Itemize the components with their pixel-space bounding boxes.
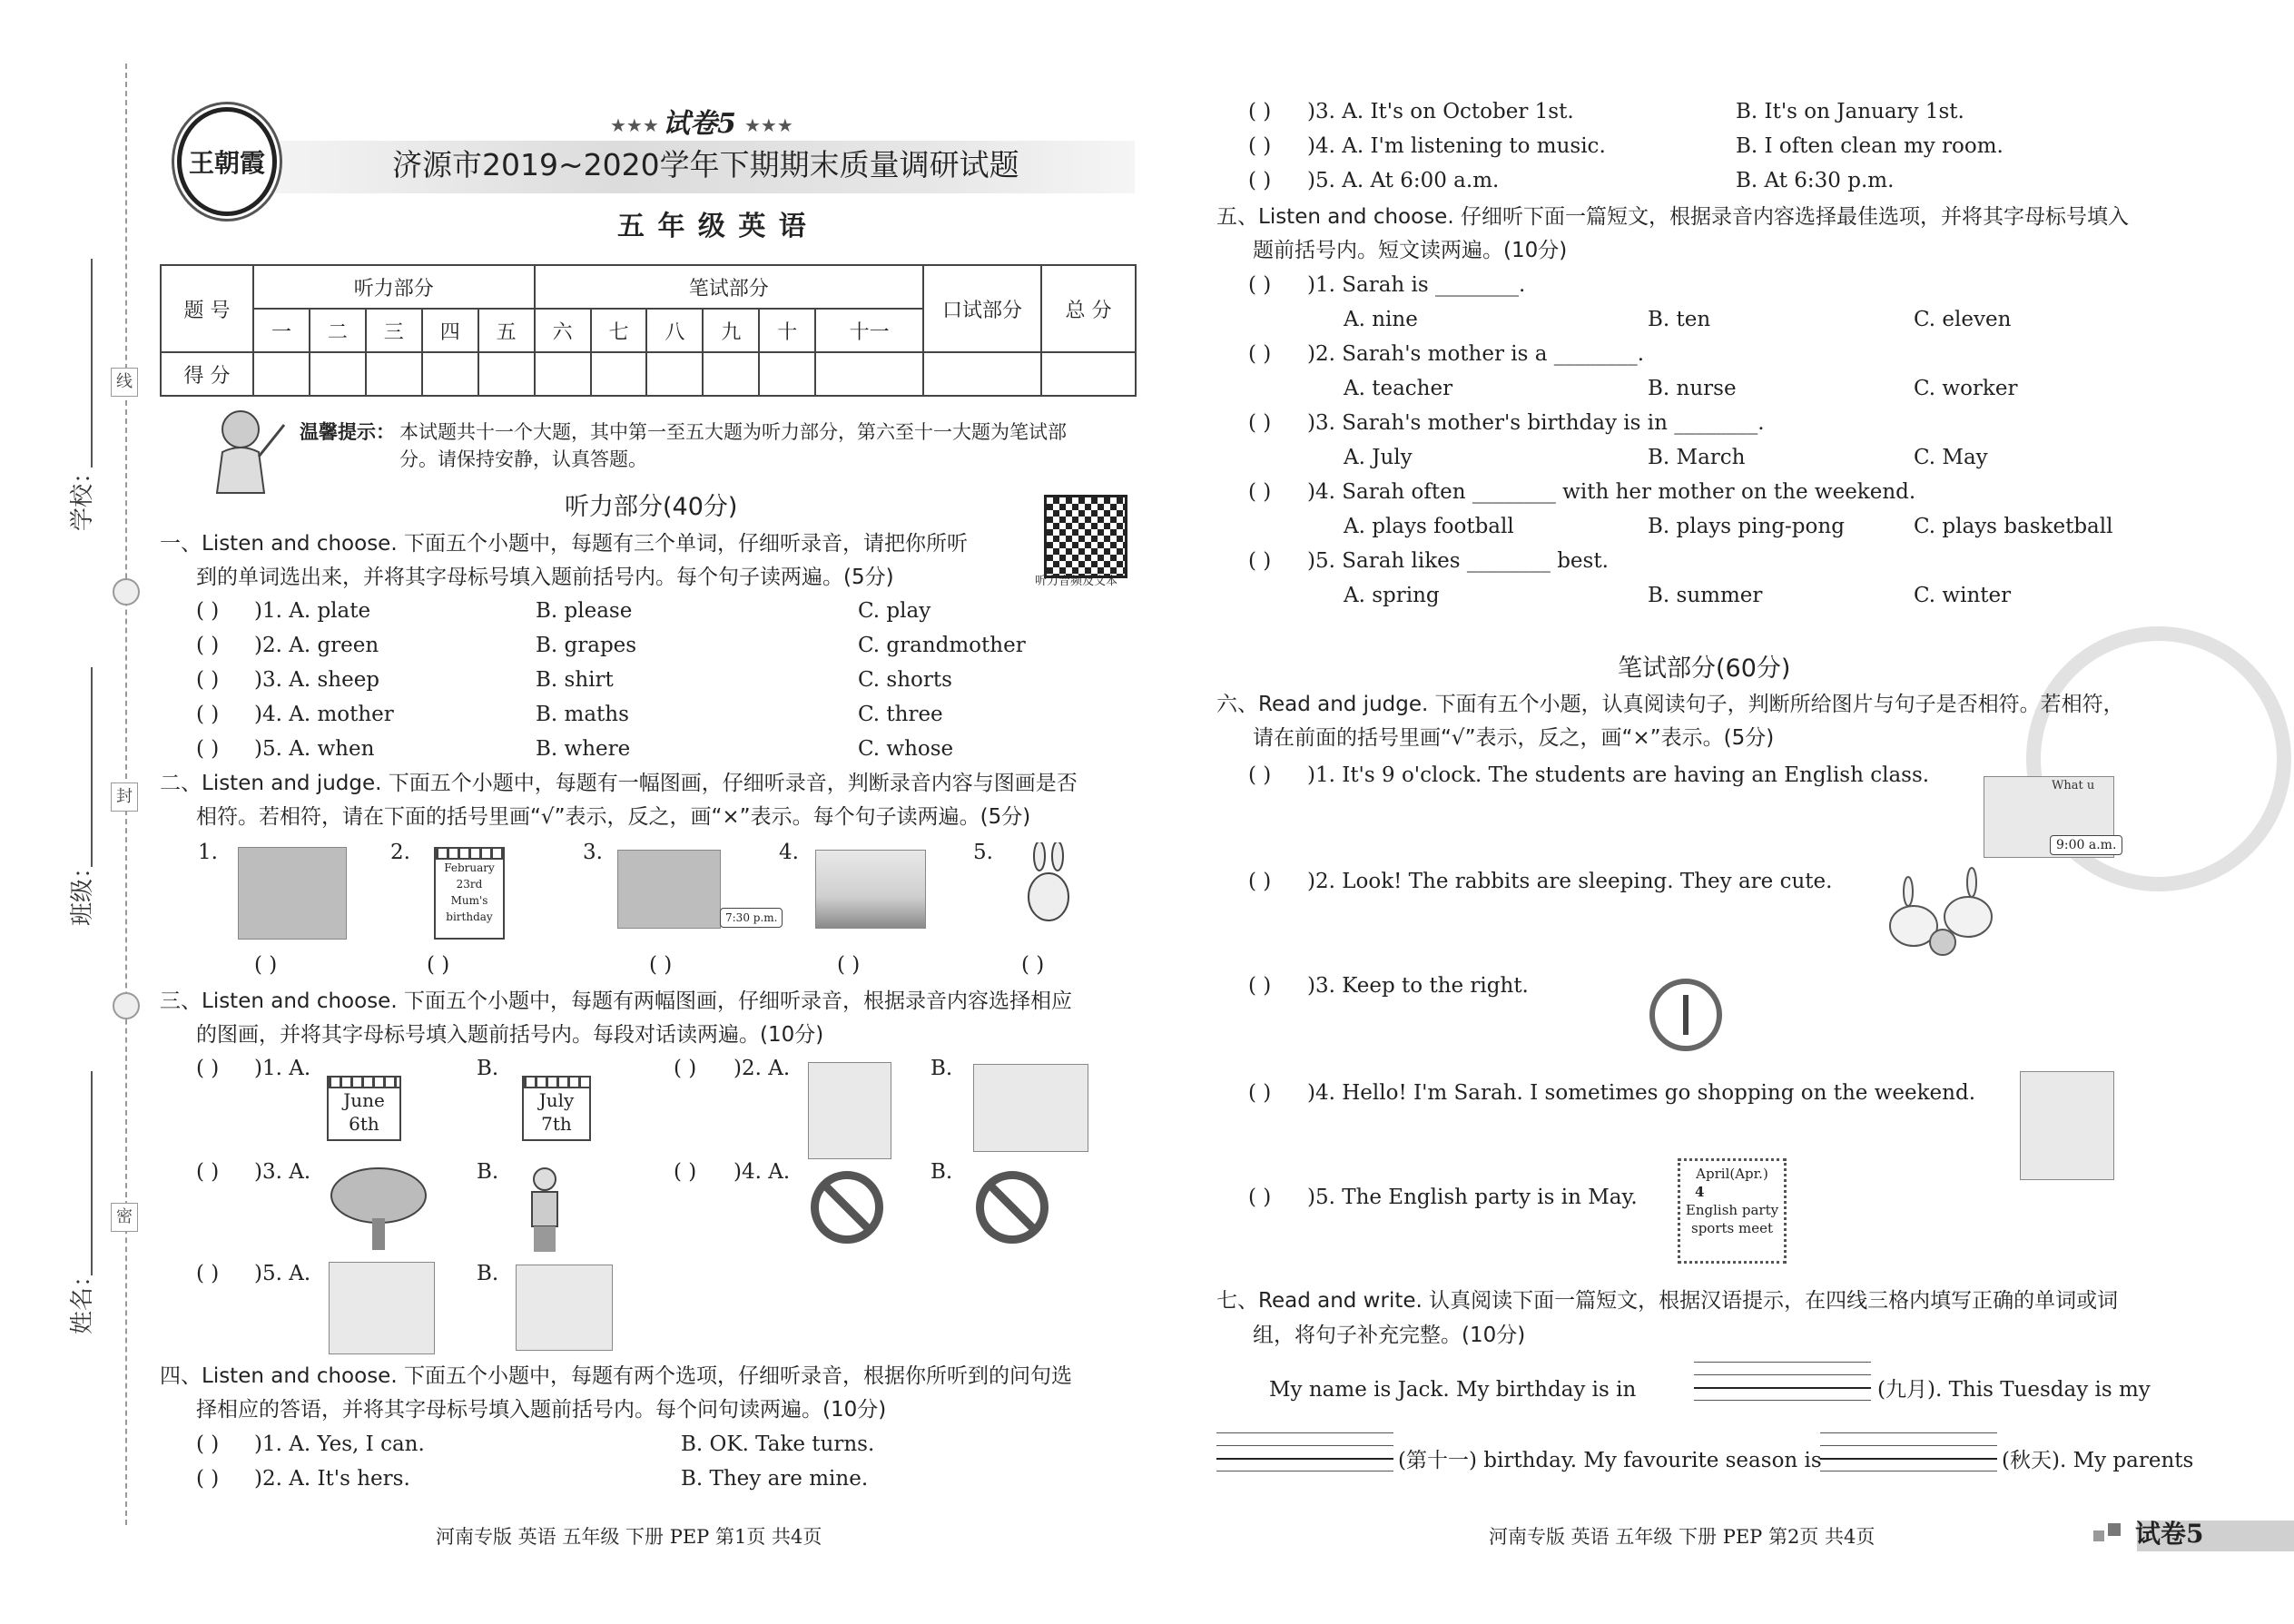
sec7-title-line1: 七、Read and write. 认真阅读下面一篇短文，根据汉语提示，在四线三格内填写正确的单词或词 (1216, 1289, 2119, 1313)
sec5-q5-a: A. spring (1344, 584, 1440, 607)
calendar-month: July (538, 1089, 575, 1111)
sec5-q4: )4. Sarah often ________ with her mother on the weekend. (1307, 480, 1916, 504)
sec2-num-5: 5. (973, 841, 993, 864)
sec4-q5-a: )5. A. At 6:00 a.m. (1307, 169, 1500, 192)
sec5-paren[interactable]: ( ) (1248, 273, 1272, 297)
sec3-q1: )1. A. (254, 1057, 311, 1080)
sec7-line1-hint: (九月). This Tuesday is my (1877, 1378, 2151, 1402)
sec1-q5-b: B. where (536, 737, 631, 761)
sec5-paren[interactable]: ( ) (1248, 411, 1272, 435)
header-stars-right: ★★★ (744, 114, 793, 136)
question-number: 五 (478, 309, 535, 352)
score-cell[interactable] (478, 352, 535, 396)
seal-char-secret: 密 (111, 1203, 138, 1232)
tip-label: 温馨提示： (300, 421, 395, 443)
sec5-q3-a: A. July (1344, 446, 1413, 469)
qr-caption: 听力音频及文本 (1035, 575, 1118, 588)
writing-heading: 笔试部分(60分) (1618, 655, 1791, 683)
sec5-q5: )5. Sarah likes ________ best. (1307, 549, 1609, 573)
sec4-q5-b: B. At 6:30 p.m. (1736, 169, 1895, 192)
picture-boy-standing (517, 1166, 572, 1255)
sec5-q3: )3. Sarah's mother's birthday is in ________. (1307, 411, 1765, 435)
binding-hole (113, 992, 140, 1019)
picture-rabbit (1012, 842, 1085, 929)
calendar-text: 23rd (456, 878, 483, 891)
qr-code-icon (1044, 495, 1127, 578)
keep-right-sign-icon (1649, 979, 1722, 1051)
picture-city-skyline (815, 850, 926, 929)
answer-blank-september[interactable] (1694, 1362, 1871, 1402)
name-write-line (91, 1071, 93, 1275)
sec6-title-line2: 请在前面的括号里画“√”表示，反之，画“×”表示。(5分) (1253, 726, 1775, 750)
footer-square (2093, 1530, 2104, 1541)
seal-char-seal: 封 (111, 782, 138, 812)
picture-girl-on-phone (617, 850, 721, 929)
question-number: 一 (253, 309, 310, 352)
score-cell[interactable] (1041, 352, 1136, 396)
sec1-q4-a: )4. A. mother (254, 703, 394, 726)
sec2-num-3: 3. (583, 841, 603, 864)
score-cell[interactable] (422, 352, 478, 396)
sec6-q5: )5. The English party is in May. (1307, 1186, 1638, 1209)
score-cell[interactable] (253, 352, 310, 396)
sec7-line1-text: My name is Jack. My birthday is in (1269, 1378, 1637, 1402)
sec3-b-label: B. (477, 1057, 499, 1080)
sec4-paren[interactable]: ( ) (1248, 169, 1272, 192)
question-number: 七 (591, 309, 647, 352)
no-drinking-sign-icon (811, 1171, 883, 1244)
binding-hole (113, 578, 140, 605)
picture-calendar (434, 847, 505, 940)
calendar-text: birthday (446, 910, 493, 923)
picture-calendar-july (522, 1076, 591, 1141)
school-label: 学校： (69, 459, 96, 531)
sec5-paren[interactable]: ( ) (1248, 480, 1272, 504)
sec1-q2-c: C. grandmother (858, 634, 1026, 657)
sec6-paren[interactable]: ( ) (1248, 1081, 1272, 1105)
footer-paper-badge: 试卷5 (2135, 1519, 2204, 1549)
sec5-title-line2: 题前括号内。短文读两遍。(10分) (1253, 239, 1568, 262)
sec3-title-line1: 三、Listen and choose. 下面五个小题中，每题有两幅图画，仔细听录音，根据录音内容选择相应 (160, 989, 1072, 1013)
picture-boy-jumping (329, 1262, 435, 1354)
sec4-q1-a: )1. A. Yes, I can. (254, 1432, 425, 1456)
sec4-q1-b: B. OK. Take turns. (681, 1432, 875, 1456)
sec1-paren[interactable]: ( ) (196, 703, 220, 726)
sec4-paren[interactable]: ( ) (196, 1467, 220, 1491)
row-label-number: 题 号 (161, 265, 253, 352)
question-number: 十一 (815, 309, 923, 352)
sec6-title-line1: 六、Read and judge. 下面有五个小题，认真阅读句子，判断所给图片与句子是否相符。若相符， (1216, 693, 2124, 716)
sec2-answer-paren[interactable]: ( ) (427, 953, 450, 977)
sec2-num-4: 4. (779, 841, 799, 864)
sec4-paren[interactable]: ( ) (1248, 134, 1272, 158)
sec1-q3-b: B. shirt (536, 668, 614, 692)
listening-part-header: 听力部分 (253, 265, 535, 309)
sec1-q3-a: )3. A. sheep (254, 668, 380, 692)
logo-text: 王朝霞 (188, 148, 265, 178)
picture-boy-cooking (808, 1062, 891, 1159)
sec2-title-line2: 相符。若相符，请在下面的括号里画“√”表示，反之，画“×”表示。每个句子读两遍。(5分) (196, 805, 1031, 829)
sec2-num-1: 1. (198, 841, 218, 864)
question-number: 二 (310, 309, 366, 352)
sec1-q1-c: C. play (858, 599, 931, 623)
sec3-paren[interactable]: ( ) (674, 1160, 697, 1184)
page-title: 济源市2019~2020学年下期期末质量调研试题 (392, 147, 1019, 182)
sec4-title-line2: 择相应的答语，并将其字母标号填入题前括号内。每个问句读两遍。(10分) (196, 1398, 887, 1422)
sec1-q3-c: C. shorts (858, 668, 952, 692)
question-number: 四 (422, 309, 478, 352)
question-number: 三 (366, 309, 422, 352)
sec3-b-label: B. (930, 1057, 953, 1080)
sec2-answer-paren[interactable]: ( ) (649, 953, 673, 977)
board-text: What u (2052, 779, 2095, 792)
header-stars-left: ★★★ (610, 114, 659, 136)
score-cell[interactable] (703, 352, 759, 396)
picture-tree (322, 1164, 436, 1255)
sec5-q3-c: C. May (1914, 446, 1988, 469)
sec3-q4: )4. A. (733, 1160, 791, 1184)
sec5-q2-a: A. teacher (1344, 377, 1453, 400)
question-number: 九 (703, 309, 759, 352)
sec3-b-label: B. (930, 1160, 953, 1184)
school-write-line (91, 259, 93, 468)
card-day: 4 (1695, 1184, 1705, 1200)
sec5-q5-b: B. summer (1648, 584, 1763, 607)
sec5-q1-c: C. eleven (1914, 308, 2012, 331)
score-cell[interactable] (923, 352, 1041, 396)
sec5-q4-a: A. plays football (1344, 515, 1514, 538)
sec7-line2-hint1: (第十一) birthday. My favourite season is (1398, 1449, 1822, 1472)
sec3-paren[interactable]: ( ) (196, 1057, 220, 1080)
question-number: 八 (646, 309, 703, 352)
sec3-q5: )5. A. (254, 1262, 311, 1285)
sec5-q2-b: B. nurse (1648, 377, 1737, 400)
card-event: sports meet (1691, 1220, 1773, 1236)
calendar-day: 7th (541, 1113, 572, 1135)
tip-line-2: 分。请保持安静，认真答题。 (399, 448, 647, 470)
sec2-answer-paren[interactable]: ( ) (837, 953, 861, 977)
sec5-q1-b: B. ten (1648, 308, 1711, 331)
name-label: 姓名： (69, 1263, 96, 1334)
sec5-q3-b: B. March (1648, 446, 1746, 469)
sec6-paren[interactable]: ( ) (1248, 1186, 1272, 1209)
sec5-q2-c: C. worker (1914, 377, 2018, 400)
sec1-q5-a: )5. A. when (254, 737, 375, 761)
sec6-q2: )2. Look! The rabbits are sleeping. They are cute. (1307, 870, 1833, 893)
sec3-paren[interactable]: ( ) (196, 1160, 220, 1184)
sec6-q3: )3. Keep to the right. (1307, 974, 1529, 998)
seal-char-line: 线 (111, 368, 138, 397)
listening-heading: 听力部分(40分) (565, 493, 738, 521)
picture-family-scene (238, 847, 347, 940)
sec1-paren[interactable]: ( ) (196, 737, 220, 761)
sec4-q2-a: )2. A. It's hers. (254, 1467, 410, 1491)
sec3-b-label: B. (477, 1262, 499, 1285)
sec5-q5-c: C. winter (1914, 584, 2012, 607)
score-row-label: 得 分 (161, 352, 253, 396)
picture-boy-cleaning (973, 1064, 1088, 1152)
sec1-q4-c: C. three (858, 703, 943, 726)
score-cell[interactable] (815, 352, 923, 396)
sec5-paren[interactable]: ( ) (1248, 549, 1272, 573)
subject-title: 五 年 级 英 语 (617, 211, 808, 242)
sec1-title-line2: 到的单词选出来，并将其字母标号填入题前括号内。每个句子读两遍。(5分) (196, 566, 894, 589)
sec2-num-2: 2. (390, 841, 410, 864)
sec1-q5-c: C. whose (858, 737, 954, 761)
sec1-paren[interactable]: ( ) (196, 599, 220, 623)
picture-calendar-june (327, 1076, 401, 1141)
sec4-q2-b: B. They are mine. (681, 1467, 869, 1491)
sec7-title-line2: 组，将句子补充完整。(10分) (1253, 1324, 1526, 1347)
publisher-logo (177, 107, 277, 216)
question-number: 六 (535, 309, 591, 352)
sec3-paren[interactable]: ( ) (674, 1057, 697, 1080)
sec2-answer-paren[interactable]: ( ) (1021, 953, 1045, 977)
sec5-q1: )1. Sarah is ________. (1307, 273, 1526, 297)
score-table (160, 264, 1137, 397)
sec3-b-label: B. (477, 1160, 499, 1184)
sec5-q4-b: B. plays ping-pong (1648, 515, 1845, 538)
picture-rabbits (1877, 862, 2004, 962)
oral-part-header: 口试部分 (923, 265, 1041, 352)
clock-time-tag: 7:30 p.m. (720, 908, 783, 928)
sec6-paren[interactable]: ( ) (1248, 763, 1272, 787)
sec6-q4: )4. Hello! I'm Sarah. I sometimes go shopping on the weekend. (1307, 1081, 1975, 1105)
sec5-title-line1: 五、Listen and choose. 仔细听下面一篇短文，根据录音内容选择最佳选项，并将其字母标号填入 (1216, 205, 2129, 229)
sec3-q3: )3. A. (254, 1160, 311, 1184)
picture-boy-reading (516, 1265, 613, 1351)
class-write-line (91, 667, 93, 867)
sec2-answer-paren[interactable]: ( ) (254, 953, 278, 977)
answer-blank-eleventh[interactable] (1216, 1432, 1393, 1472)
score-cell[interactable] (310, 352, 366, 396)
total-header: 总 分 (1041, 265, 1136, 352)
sec1-paren[interactable]: ( ) (196, 634, 220, 657)
footer-right: 河南专版 英语 五年级 下册 PEP 第2页 共4页 (1489, 1526, 1876, 1548)
sec3-q2: )2. A. (733, 1057, 791, 1080)
sec3-paren[interactable]: ( ) (196, 1262, 220, 1285)
footer-square (2108, 1523, 2121, 1536)
calendar-day: 6th (349, 1113, 379, 1135)
sec5-q2: )2. Sarah's mother is a ________. (1307, 342, 1645, 366)
calendar-month: June (343, 1089, 385, 1111)
paper-label: 试卷5 (663, 108, 736, 140)
class-label: 班级： (69, 854, 96, 926)
sec1-title-line1: 一、Listen and choose. 下面五个小题中，每题有三个单词，仔细听录音，请把你所听 (160, 532, 968, 556)
sec5-q4-c: C. plays basketball (1914, 515, 2113, 538)
no-talking-sign-icon (976, 1171, 1049, 1244)
answer-blank-autumn[interactable] (1820, 1432, 1997, 1472)
sec4-title-line1: 四、Listen and choose. 下面五个小题中，每题有两个选项，仔细听录音，根据你所听到的问句选 (160, 1364, 1072, 1388)
sec3-title-line2: 的图画，并将其字母标号填入题前括号内。每段对话读两遍。(10分) (196, 1023, 824, 1047)
card-month: April(Apr.) (1696, 1166, 1768, 1182)
sec5-paren[interactable]: ( ) (1248, 342, 1272, 366)
sec4-q3-b: B. It's on January 1st. (1736, 100, 1964, 123)
score-cell[interactable] (535, 352, 591, 396)
sec6-paren[interactable]: ( ) (1248, 974, 1272, 998)
score-cell[interactable] (591, 352, 647, 396)
sec1-paren[interactable]: ( ) (196, 668, 220, 692)
footer-left: 河南专版 英语 五年级 下册 PEP 第1页 共4页 (436, 1526, 822, 1548)
sec6-q1: )1. It's 9 o'clock. The students are having an English class. (1307, 763, 1930, 787)
sec1-q1-b: B. please (536, 599, 633, 623)
sec7-line2-hint2: (秋天). My parents (2002, 1449, 2194, 1472)
tip-line-1: 本试题共十一个大题，其中第一至五大题为听力部分，第六至十一大题为笔试部 (399, 421, 1067, 443)
sec1-q1-a: )1. A. plate (254, 599, 371, 623)
score-cell[interactable] (646, 352, 703, 396)
score-cell[interactable] (759, 352, 815, 396)
sec1-q2-b: B. grapes (536, 634, 637, 657)
sec4-q4-b: B. I often clean my room. (1736, 134, 2004, 158)
calendar-text: February (444, 861, 495, 874)
sec4-q4-a: )4. A. I'm listening to music. (1307, 134, 1606, 158)
sec2-title-line1: 二、Listen and judge. 下面五个小题中，每题有一幅图画，仔细听录音，判断录音内容与图画是否 (160, 772, 1078, 795)
sec4-paren[interactable]: ( ) (1248, 100, 1272, 123)
clock-time-tag: 9:00 a.m. (2050, 835, 2122, 855)
sec4-paren[interactable]: ( ) (196, 1432, 220, 1456)
sec1-q4-b: B. maths (536, 703, 629, 726)
teacher-illustration (204, 407, 286, 507)
score-cell[interactable] (366, 352, 422, 396)
calendar-text: Mum's (450, 894, 488, 907)
question-number: 十 (759, 309, 815, 352)
sec4-q3-a: )3. A. It's on October 1st. (1307, 100, 1574, 123)
picture-calendar-card (1678, 1158, 1787, 1264)
picture-shopping (2020, 1071, 2114, 1180)
sec1-q2-a: )2. A. green (254, 634, 379, 657)
card-event: English party (1685, 1202, 1779, 1218)
writing-part-header: 笔试部分 (535, 265, 923, 309)
sec5-q1-a: A. nine (1344, 308, 1418, 331)
sec6-paren[interactable]: ( ) (1248, 870, 1272, 893)
